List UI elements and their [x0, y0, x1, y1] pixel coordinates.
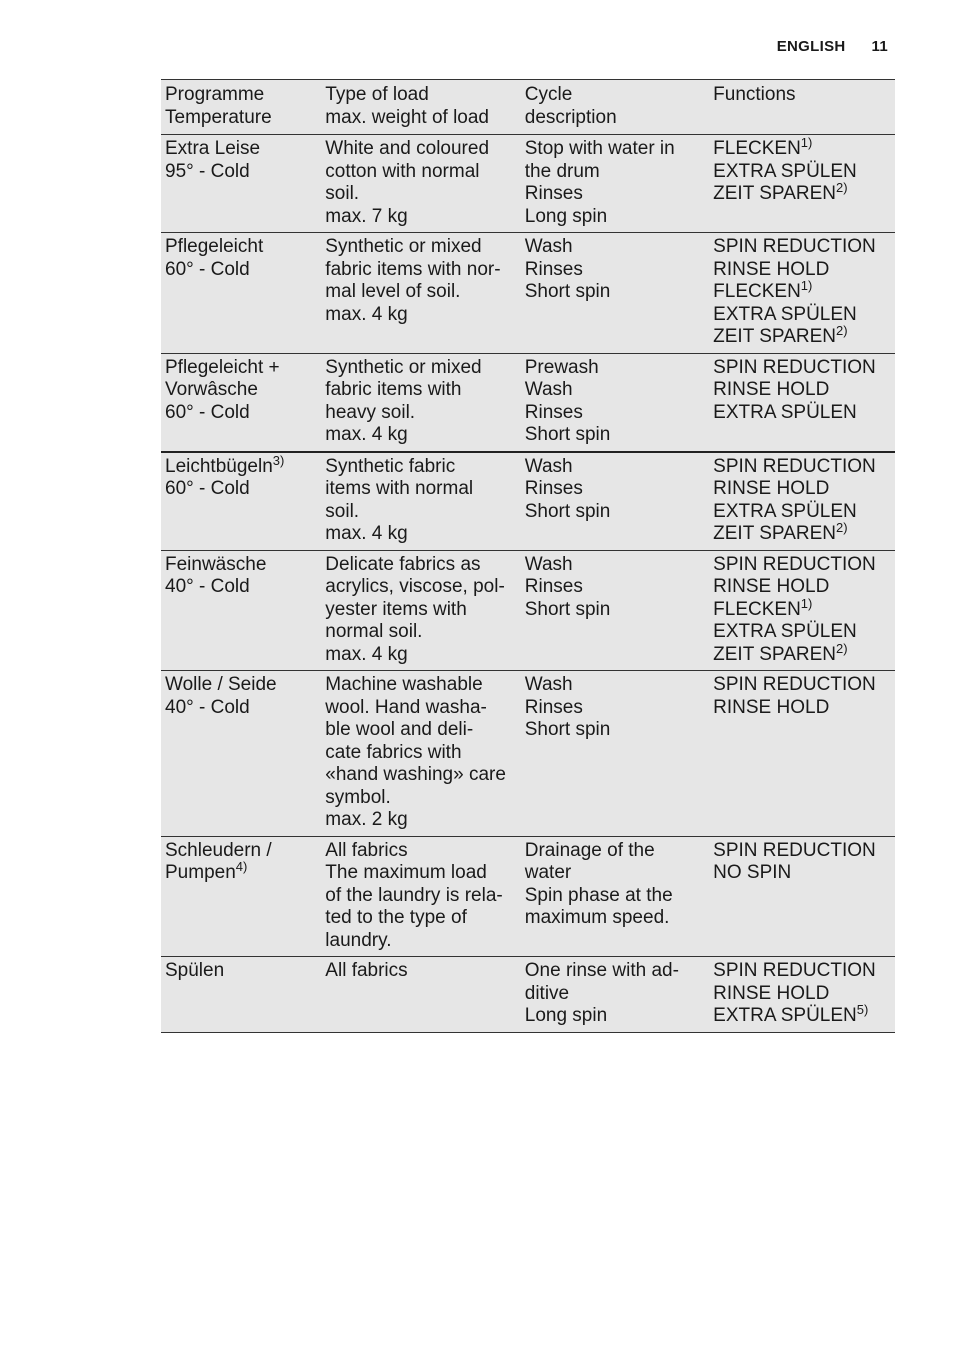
functions-cell-line: RINSE HOLD — [713, 982, 830, 1004]
footnote-marker: 4) — [235, 859, 248, 874]
load-cell-line: max. 4 kg — [325, 643, 408, 665]
header-language: ENGLISH — [776, 38, 846, 55]
footnote-marker: 2) — [835, 640, 848, 656]
programme-cell-line: Pumpen$^{4)}$ — [165, 859, 248, 883]
footnote-marker: 2) — [835, 520, 848, 535]
cycle-cell-line: Prewash — [524, 356, 599, 378]
cycle-cell — [521, 671, 701, 837]
programme-cell — [161, 452, 321, 551]
cycle-cell-line: Short spin — [524, 500, 611, 522]
functions-cell-line: RINSE HOLD — [713, 478, 830, 499]
load-cell-line: heavy soil. — [325, 401, 416, 423]
table-header-row — [161, 80, 895, 135]
footnote-marker: 2) — [835, 323, 848, 338]
programme-cell-line: 40° - Cold — [165, 696, 250, 718]
functions-cell-line: SPIN REDUCTION — [713, 960, 876, 981]
load-cell-line: «hand washing» care — [325, 764, 506, 785]
functions-cell-line: ZEIT SPAREN$^{2)}$ — [713, 323, 848, 347]
load-cell — [321, 957, 520, 1033]
load-cell — [321, 233, 520, 354]
programme-cell-line: Feinwäsche — [165, 553, 267, 575]
cycle-cell-line: Long spin — [524, 1005, 608, 1026]
programme-cell-line: 60° - Cold — [165, 478, 250, 499]
load-cell-line: Machine washable — [325, 674, 483, 695]
programme-cell-line: Schleudern / — [165, 839, 272, 861]
footnote-marker: 3) — [272, 452, 285, 468]
programme-cell-line: 40° - Cold — [165, 576, 250, 597]
cycle-cell-line: Short spin — [524, 281, 611, 302]
load-cell-line: The maximum load — [325, 862, 487, 883]
cycle-cell-line: Stop with water in — [524, 138, 675, 159]
functions-cell-line: EXTRA SPÜLEN — [713, 401, 857, 423]
load-cell — [321, 353, 520, 452]
load-cell-line: fabric items with — [325, 379, 462, 400]
functions-cell-line: SPIN REDUCTION — [713, 455, 876, 477]
footnote-marker: 1) — [800, 135, 813, 150]
table-row — [161, 452, 895, 551]
header-load: Type of load max. weight of load — [321, 80, 520, 135]
cycle-cell-line: Short spin — [524, 719, 611, 740]
page-header — [777, 38, 888, 55]
cycle-cell-line: Rinses — [524, 478, 583, 499]
load-cell-line: cotton with normal — [325, 160, 480, 182]
functions-cell-line: EXTRA SPÜLEN — [713, 160, 857, 182]
programme-cell-line: Leichtbügeln$^{3)}$ — [165, 452, 285, 477]
cycle-cell-line: Drainage of the — [524, 839, 655, 861]
load-cell-line: mal level of soil. — [325, 281, 461, 302]
cycle-cell-line: Wash — [524, 553, 573, 575]
load-cell-line: normal soil. — [325, 621, 423, 642]
programme-cell-line: Pflegeleicht — [165, 236, 264, 257]
load-cell-line: max. 4 kg — [325, 424, 408, 445]
cycle-cell-line: Rinses — [524, 401, 583, 423]
functions-cell-line: SPIN REDUCTION — [713, 236, 876, 257]
programme-table — [161, 79, 895, 1033]
functions-cell-line: SPIN REDUCTION — [713, 356, 876, 378]
programme-cell — [161, 957, 321, 1033]
functions-cell-line: RINSE HOLD — [713, 258, 830, 280]
functions-cell — [701, 353, 895, 452]
cycle-cell-line: Long spin — [524, 205, 608, 227]
load-cell — [321, 135, 520, 233]
load-cell-line: ble wool and deli- — [325, 719, 474, 740]
functions-cell-line: ZEIT SPAREN$^{2)}$ — [713, 180, 848, 204]
cycle-cell — [521, 452, 701, 551]
load-cell-line: soil. — [325, 500, 360, 522]
functions-cell-line: RINSE HOLD — [713, 696, 830, 718]
cycle-cell-line: the drum — [524, 160, 600, 182]
cycle-cell-line: maximum speed. — [524, 907, 670, 928]
functions-cell-line: EXTRA SPÜLEN$^{5)}$ — [713, 1002, 869, 1026]
programme-cell — [161, 836, 321, 957]
table-body — [161, 135, 895, 1033]
table-row — [161, 671, 895, 837]
programme-cell-line: 60° - Cold — [165, 258, 250, 280]
table-row — [161, 353, 895, 452]
load-cell-line: yester items with — [325, 598, 467, 620]
functions-cell-line: EXTRA SPÜLEN — [713, 621, 857, 642]
cycle-cell-line: Rinses — [524, 183, 583, 204]
functions-cell-line: RINSE HOLD — [713, 576, 830, 597]
cycle-cell-line: Rinses — [524, 576, 583, 597]
footnote-marker: 1) — [800, 595, 813, 611]
load-cell-line: Synthetic or mixed — [325, 356, 482, 378]
load-cell-line: ted to the type of — [325, 907, 467, 928]
programme-cell-line: Vorwâsche — [165, 379, 258, 400]
header-functions: Functions — [701, 80, 895, 135]
header-cycle: Cycle description — [521, 80, 701, 135]
load-cell-line: cate fabrics with — [325, 741, 462, 763]
load-cell — [321, 550, 520, 671]
functions-cell — [701, 233, 895, 354]
cycle-cell-line: Short spin — [524, 598, 611, 620]
programme-cell — [161, 353, 321, 452]
table-row — [161, 135, 895, 233]
load-cell-line: White and coloured — [325, 138, 490, 159]
cycle-cell — [521, 233, 701, 354]
programme-cell-line: Wolle / Seide — [165, 674, 277, 695]
cycle-cell — [521, 353, 701, 452]
cycle-cell-line: Rinses — [524, 696, 583, 718]
header-programme: Programme Temperature — [161, 80, 321, 135]
cycle-cell-line: Wash — [524, 674, 573, 695]
load-cell-line: All fabrics — [325, 960, 408, 981]
table-row — [161, 836, 895, 957]
cycle-cell — [521, 550, 701, 671]
programme-cell-line: 95° - Cold — [165, 160, 250, 182]
footnote-marker: 5) — [856, 1002, 869, 1017]
load-cell-line: max. 4 kg — [325, 303, 408, 325]
page-number: 11 — [871, 38, 888, 55]
functions-cell — [701, 836, 895, 957]
programme-cell-line: 60° - Cold — [165, 401, 250, 423]
functions-cell-line: SPIN REDUCTION — [713, 839, 876, 861]
cycle-cell-line: Wash — [524, 236, 573, 257]
load-cell-line: All fabrics — [325, 839, 408, 861]
cycle-cell — [521, 135, 701, 233]
table-row — [161, 550, 895, 671]
cycle-cell-line: ditive — [524, 982, 570, 1004]
functions-cell-line: ZEIT SPAREN$^{2)}$ — [713, 520, 848, 544]
programme-cell-line: Pflegeleicht + — [165, 356, 280, 378]
table-row — [161, 957, 895, 1033]
functions-cell-line: FLECKEN$^{1)}$ — [713, 135, 813, 159]
cycle-cell-line: Wash — [524, 455, 573, 477]
functions-cell-line: FLECKEN$^{1)}$ — [713, 595, 813, 620]
cycle-cell-line: One rinse with ad- — [524, 960, 679, 981]
cycle-cell-line: Rinses — [524, 258, 583, 280]
load-cell-line: Synthetic or mixed — [325, 236, 482, 257]
programme-cell-line: Extra Leise — [165, 138, 261, 159]
footnote-marker: 2) — [835, 180, 848, 195]
functions-cell-line: ZEIT SPAREN$^{2)}$ — [713, 640, 848, 665]
programme-cell — [161, 233, 321, 354]
functions-cell-line: RINSE HOLD — [713, 379, 830, 400]
load-cell-line: symbol. — [325, 786, 391, 808]
load-cell — [321, 671, 520, 837]
cycle-cell-line: Short spin — [524, 424, 611, 445]
programme-cell-line: Spülen — [165, 960, 225, 981]
load-cell-line: max. 2 kg — [325, 809, 408, 830]
load-cell-line: max. 7 kg — [325, 205, 408, 227]
functions-cell-line: NO SPIN — [713, 862, 792, 883]
load-cell-line: of the laundry is rela- — [325, 884, 503, 906]
functions-cell-line: EXTRA SPÜLEN — [713, 303, 857, 325]
functions-cell-line: EXTRA SPÜLEN — [713, 500, 857, 522]
functions-cell-line: FLECKEN$^{1)}$ — [713, 278, 813, 302]
load-cell-line: acrylics, viscose, pol- — [325, 576, 505, 597]
cycle-cell — [521, 836, 701, 957]
load-cell-line: max. 4 kg — [325, 523, 408, 544]
cycle-cell-line: Spin phase at the — [524, 884, 673, 906]
functions-cell — [701, 957, 895, 1033]
functions-cell-line: SPIN REDUCTION — [713, 674, 876, 695]
cycle-cell-line: water — [524, 862, 572, 883]
load-cell-line: laundry. — [325, 929, 392, 951]
cycle-cell — [521, 957, 701, 1033]
load-cell-line: Delicate fabrics as — [325, 553, 481, 575]
load-cell-line: wool. Hand washa- — [325, 696, 487, 718]
programme-cell — [161, 671, 321, 837]
load-cell — [321, 452, 520, 551]
load-cell-line: Synthetic fabric — [325, 455, 456, 477]
functions-cell — [701, 135, 895, 233]
load-cell-line: fabric items with nor- — [325, 258, 501, 280]
cycle-cell-line: Wash — [524, 379, 573, 400]
footnote-marker: 1) — [800, 278, 813, 293]
functions-cell — [701, 452, 895, 551]
functions-cell-line: SPIN REDUCTION — [713, 553, 876, 575]
table-row — [161, 233, 895, 354]
load-cell-line: items with normal — [325, 478, 474, 499]
load-cell — [321, 836, 520, 957]
functions-cell — [701, 550, 895, 671]
programme-cell — [161, 550, 321, 671]
load-cell-line: soil. — [325, 183, 360, 204]
functions-cell — [701, 671, 895, 837]
programme-cell — [161, 135, 321, 233]
